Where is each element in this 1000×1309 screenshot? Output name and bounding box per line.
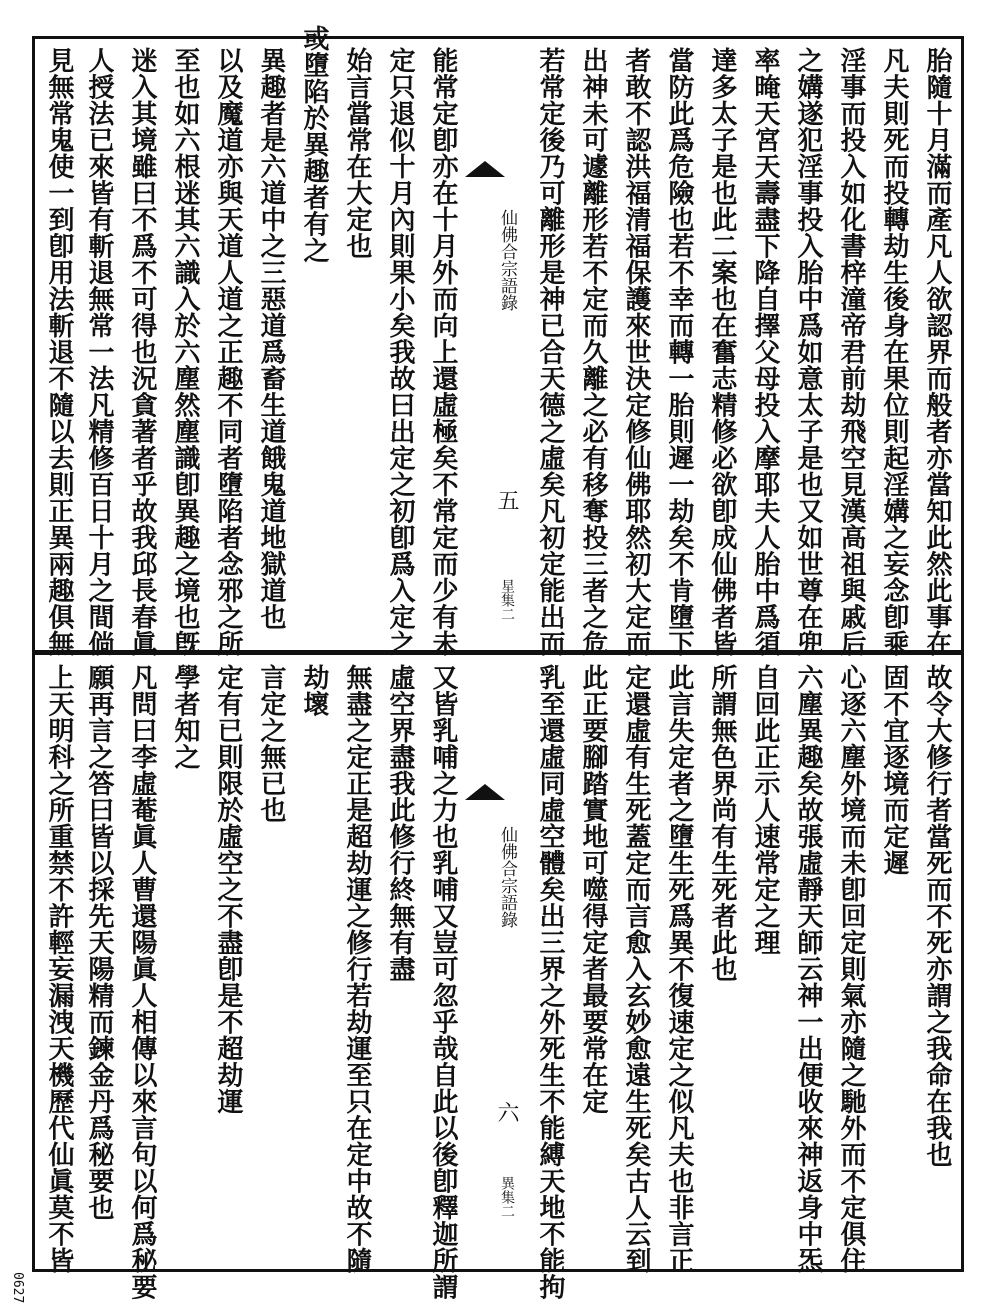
text-column: 言定之無已也 — [256, 664, 286, 823]
text-column: 淫事而投入如化書梓潼帝君前劫飛空見漢高祖與戚后 — [836, 47, 866, 657]
center-title: 仙佛合宗語錄 — [497, 209, 517, 311]
text-column: 胎隨十月滿而產凡人欲認界而般者亦當知此然此事在 — [922, 47, 952, 657]
page-number: 六 — [494, 1101, 519, 1123]
text-column: 率晻天宮天壽盡下降自擇父母投入摩耶夫人胎中爲須 — [750, 47, 780, 657]
text-column: 六塵異趣矣故張虛靜天師云神一出便收來神返身中炁 — [793, 664, 823, 1274]
margin-note: 星集二 — [499, 579, 515, 621]
text-column: 虛空界盡我此修行終無有盡 — [385, 664, 415, 982]
text-column: 所謂無色界尚有生死者此也 — [707, 664, 737, 982]
fish-tail-mark — [465, 784, 505, 800]
text-column: 定有已則限於虛空之不盡卽是不超劫運 — [213, 664, 243, 1115]
text-column: 之媾遂犯淫事投入胎中爲如意太子是也又如世尊在兜 — [793, 47, 823, 657]
bottom-page — [35, 656, 961, 1300]
text-column: 凡夫則死而投轉劫生後身在果位則起淫媾之妄念卽乘 — [879, 47, 909, 657]
text-column: 心逐六塵外境而未卽回定則氣亦隨之馳外而不定俱住 — [836, 664, 866, 1274]
text-column: 以及魔道亦與天道人道之正趣不同者墮陷者念邪之所 — [213, 47, 243, 657]
center-title: 仙佛合宗語錄 — [497, 826, 517, 928]
top-page — [35, 25, 961, 657]
page-number: 五 — [494, 489, 519, 511]
text-column: 當防此爲危險也若不幸而轉一胎則遲一劫矣不肯墮下 — [664, 47, 694, 657]
text-column: 此言失定者之墮生死爲異不復速定之似凡夫也非言正 — [664, 664, 694, 1274]
text-column: 故令大修行者當死而不死亦謂之我命在我也 — [922, 664, 952, 1168]
text-column: 異趣者是六道中之三惡道爲畜生道餓鬼道地獄道也 — [256, 47, 286, 630]
text-column: 者敢不認洪福清福保護來世決定修仙佛耶然初大定而 — [621, 47, 651, 657]
text-column: 見無常鬼使一到卽用法斬退不隨以去則正異兩趣俱無 — [44, 47, 74, 657]
text-column: 無盡之定正是超劫運之修行若劫運至只在定中故不隨 — [342, 664, 372, 1274]
text-column: 此正要腳踏實地可噬得定者最要常在定 — [578, 664, 608, 1115]
text-column: 乳至還虛同虛空體矣出三界之外死生不能縛天地不能拘 — [535, 664, 565, 1300]
page-id: 0627 — [10, 1271, 25, 1303]
text-column: 或墮陷於異趣者有之 — [299, 25, 329, 264]
text-column: 若常定後乃可離形是神已合天德之虛矣凡初定能出而 — [535, 47, 565, 657]
text-column: 學者知之 — [170, 664, 200, 770]
text-column: 上天明科之所重禁不許輕妄漏洩天機歷代仙眞莫不皆 — [44, 664, 74, 1274]
text-column: 定還虛有生死蓋定而言愈入玄妙愈遠生死矣古人云到 — [621, 664, 651, 1274]
text-column: 固不宜逐境而定遲 — [879, 664, 909, 876]
text-column: 始言當常在大定也 — [342, 47, 372, 259]
margin-note: 異集二 — [499, 1176, 515, 1218]
text-column: 達多太子是也此二案也在奮志精修必欲卽成仙佛者皆 — [707, 47, 737, 657]
text-column: 能常定卽亦在十月外而向上還虛極矣不常定而少有未 — [428, 47, 458, 657]
text-column: 願再言之答曰皆以採先天陽精而鍊金丹爲秘要也 — [84, 664, 114, 1221]
text-column: 出神未可遽離形若不定而久離之必有移奪投三者之危 — [578, 47, 608, 657]
text-column: 劫壞 — [299, 664, 329, 717]
text-column: 迷入其境雖曰不爲不可得也況貪著者乎故我邱長春眞 — [127, 47, 157, 657]
text-column: 凡問曰李虛菴眞人曹還陽眞人相傳以來言句以何爲秘要 — [127, 664, 157, 1300]
text-column: 又皆乳哺之力也乳哺又豈可忽乎哉自此以後卽釋迦所謂 — [428, 664, 458, 1300]
text-column: 定只退似十月內則果小矣我故曰出定之初卽爲入定之 — [385, 47, 415, 657]
text-column: 人授法已來皆有斬退無常一法凡精修百日十月之間倘 — [84, 47, 114, 657]
text-column: 至也如六根迷其六識入於六塵然塵識卽異趣之境也旣 — [170, 47, 200, 657]
fish-tail-mark — [465, 161, 505, 177]
text-column: 自回此正示人速常定之理 — [750, 664, 780, 956]
